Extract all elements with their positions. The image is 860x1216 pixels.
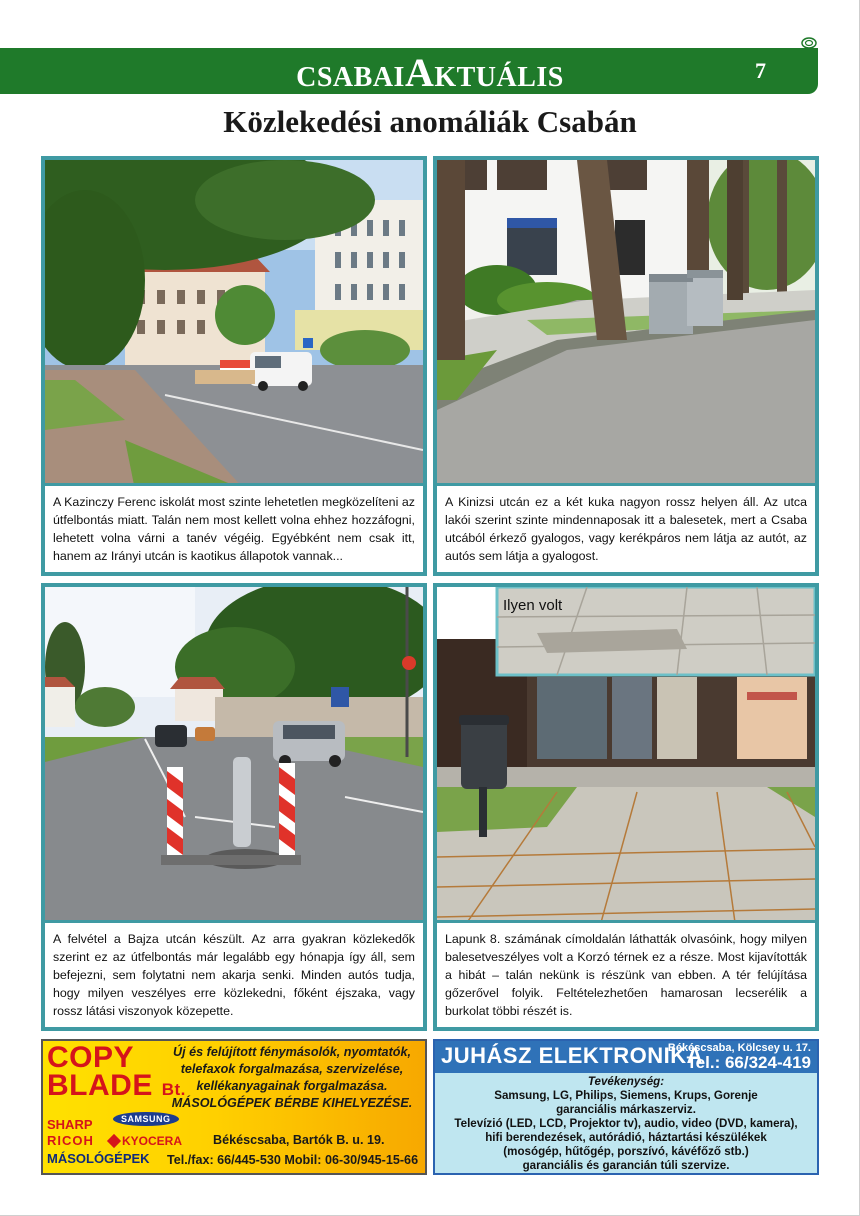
kyocera-mark-icon [107,1134,121,1148]
juhasz-line: garanciális és garancián túli szervize. [522,1159,730,1172]
kyocera-brand-text: KYOCERA [122,1134,183,1148]
section-title [0,48,860,94]
section-title-initial: A [404,50,435,95]
photo-panel-3 [41,583,427,1031]
section-title-prefix: CSABAI [296,62,405,93]
photo-caption-2: A Kinizsi utcán ez a két kuka nagyon rossz helyen áll. Az utca lakói szerint szinte mindennaposak itt a balesetek, mert a Csaba utcából érkező gyalogos, vagy kerékpáros nem látja az autót, az autós sem látja a gyalogost. [437,483,815,572]
juhasz-line: garanciális márkaszerviz. [556,1103,696,1116]
juhasz-line: (mosógép, hűtőgép, porszívó, kávéfőző stb.) [503,1145,749,1158]
copy-blade-services [161,1044,423,1112]
copy-blade-service-line: kellékanyagainak forgalmazása. [196,1079,388,1093]
juhasz-phone: Tel.: 66/324-419 [686,1053,811,1072]
inset-label: Ilyen volt [503,597,563,614]
copy-blade-phone: Tel./fax: 66/445-530 Mobil: 06-30/945-15-66 [167,1153,419,1167]
photo-caption-3: A felvétel a Bajza utcán készült. Az arra gyakran közlekedők szerint ez az útfelbontás már legalább egy hónapja így áll, sem befejezni, sem folytatni nem akarja senki. Minden autós tudja, hogy milyen veszélyes erre közlekedni, főként éjszaka, vagy rossz látási viszonyok közepette. [45,920,423,1027]
photo-panel-2 [433,156,819,576]
copy-blade-address: Békéscsaba, Bartók B. u. 19. [213,1133,385,1147]
sharp-brand-logo: SHARP [47,1117,93,1132]
copy-blade-logo-line2: BLADE [47,1069,153,1102]
juhasz-line: hifi berendezések, autórádió, háztartási készülékek [485,1131,767,1144]
copy-blade-logo-suffix: Bt. [161,1080,186,1099]
photo-caption-4: Lapunk 8. számának címoldalán láthatták olvasóink, hogy milyen balesetveszélyes volt a Korzó térnek ez a része. Most kijavították a hibát – talán nekünk is részünk van ebben. A tér felújítása gőzerővel folyik. Feltételezhetően hamarosan lecserélik a burkolat többi részét is. [437,920,815,1027]
juhasz-activity-label: Tevékenység: [587,1075,665,1088]
photo-panel-1 [41,156,427,576]
photo-caption-1: A Kazinczy Ferenc iskolát most szinte lehetetlen megközelíteni az útfelbontás miatt. Talán nem most kellett volna ehhez hozzáfogni, lehetett volna várni a tanév végéig. Egyébként nem csak itt, hanem az Irányi utcán is kaotikus állapotok vannak... [45,483,423,572]
page-number: 7 [755,58,766,83]
copy-blade-service-line: MÁSOLÓGÉPEK BÉRBE KIHELYEZÉSE. [171,1096,413,1110]
photo-pavement [437,587,815,937]
juhasz-header [435,1041,817,1073]
juhasz-elektronika-advertisement [433,1039,819,1175]
photo-panel-4 [433,583,819,1031]
photo-waste-bins [437,160,815,490]
ricoh-brand-logo: RICOH [47,1133,94,1148]
juhasz-name: JUHÁSZ ELEKTRONIKA [441,1043,704,1068]
section-title-rest: KTUÁLIS [434,62,564,93]
photo-road-barrier [45,587,423,937]
juhasz-line: Televízió (LED, LCD, Projektor tv), audio, video (DVD, kamera), [454,1117,798,1130]
header-bar [0,48,818,94]
copy-blade-advertisement [41,1039,427,1175]
photo-road-works [45,160,423,490]
copy-blade-logo-line1: COPY [47,1041,135,1074]
copy-blade-category: MÁSOLÓGÉPEK [47,1151,150,1166]
article-title: Közlekedési anomáliák Csabán [223,104,637,139]
samsung-brand-logo: SAMSUNG [113,1112,179,1126]
copy-blade-service-line: Új és felújított fénymásolók, nyomtatók, [173,1045,411,1059]
juhasz-line: Samsung, LG, Philips, Siemens, Krups, Gorenje [494,1089,758,1102]
copy-blade-service-line: telefaxok forgalmazása, szervizelése, [180,1062,404,1076]
kyocera-brand-logo [109,1134,182,1148]
juhasz-body [435,1075,817,1173]
juhasz-address: Békéscsaba, Kölcsey u. 17. [667,1042,811,1054]
